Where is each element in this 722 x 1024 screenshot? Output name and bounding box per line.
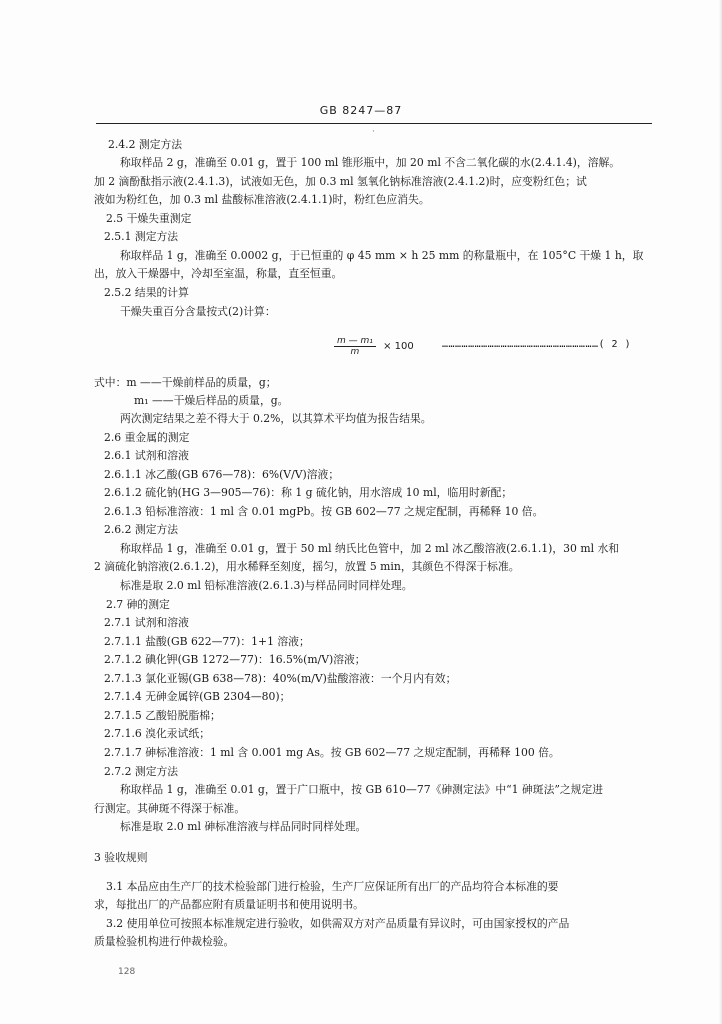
body-line: 称取样品 1 g，准确至 0.01 g，置于 50 ml 纳氏比色管中，加 2 ml 冰乙酸溶液(2.6.1.1)，30 ml 水和	[120, 542, 620, 555]
section-2-5-2-heading: 2.5.2 结果的计算	[104, 286, 189, 299]
body-line: 3.2 使用单位可按照本标准规定进行验收，如供需双方对产品质量有异议时，可由国家授权的产品	[106, 917, 570, 930]
body-line: 出，放入干燥器中，冷却至室温，称量，直至恒重。	[94, 267, 343, 280]
formula-denominator: m	[350, 347, 360, 357]
list-item: 2.6.1.2 硫化钠(HG 3—905—76)：称 1 g 硫化钠，用水溶成 10 ml，临用时新配；	[104, 486, 513, 499]
section-2-5-1-heading: 2.5.1 测定方法	[104, 230, 179, 243]
body-line: 两次测定结果之差不得大于 0.2%，以其算术平均值为报告结果。	[120, 412, 432, 425]
section-2-5-heading: 2.5 干燥失重测定	[106, 212, 192, 225]
body-line: 称取样品 2 g，准确至 0.01 g，置于 100 ml 锥形瓶中，加 20 ml 不含二氧化碳的水(2.4.1.4)，溶解。	[120, 156, 621, 169]
section-2-7-1-heading: 2.7.1 试剂和溶液	[104, 616, 189, 629]
body-line: 称取样品 1 g，准确至 0.01 g，置于广口瓶中，按 GB 610—77《砷测定法》中“1 砷斑法”之规定进	[120, 783, 604, 796]
header-rule	[96, 123, 652, 124]
body-line: 行测定。其砷斑不得深于标准。	[94, 802, 246, 815]
header-mark: ·	[372, 127, 375, 137]
equation-number: ………………………………………………………………( 2 )	[442, 339, 632, 350]
body-line: 称取样品 1 g，准确至 0.0002 g，于已恒重的 φ 45 mm × h 25 mm 的称量瓶中，在 105°C 干燥 1 h，取	[120, 249, 644, 262]
formula-legend: m₁ ——干燥后样品的质量，g。	[134, 394, 289, 407]
list-item: 2.7.1.2 碘化钾(GB 1272—77)：16.5%(m/V)溶液；	[104, 653, 366, 666]
list-item: 2.6.1.1 冰乙酸(GB 676—78)：6%(V/V)溶液；	[104, 468, 340, 481]
section-2-6-heading: 2.6 重金属的测定	[104, 431, 190, 444]
section-3-heading: 3 验收规则	[94, 851, 148, 864]
body-line: 质量检验机构进行仲裁检验。	[94, 935, 235, 948]
section-2-7-2-heading: 2.7.2 测定方法	[104, 765, 179, 778]
list-item: 2.7.1.4 无砷金属锌(GB 2304—80)；	[104, 690, 291, 703]
standard-code-header: GB 8247—87	[319, 104, 403, 117]
list-item: 2.7.1.7 砷标准溶液：1 ml 含 0.001 mg As。按 GB 602—77 之规定配制，再稀释 100 倍。	[104, 746, 560, 759]
list-item: 2.6.1.3 铅标准溶液：1 ml 含 0.01 mgPb。按 GB 602—77 之规定配制，再稀释 10 倍。	[104, 505, 544, 518]
formula-2	[334, 336, 414, 357]
formula-legend: 式中：m ——干燥前样品的质量，g；	[94, 376, 277, 389]
section-2-4-2-heading: 2.4.2 测定方法	[108, 138, 183, 151]
list-item: 2.7.1.5 乙酸铅脱脂棉；	[104, 709, 221, 722]
formula-numerator: m — m₁	[334, 336, 376, 347]
body-line: 干燥失重百分含量按式(2)计算：	[120, 305, 276, 318]
body-line: 求，每批出厂的产品都应附有质量证明书和使用说明书。	[94, 898, 364, 911]
body-line: 2 滴硫化钠溶液(2.6.1.2)，用水稀释至刻度，摇匀，放置 5 min，其颜色不得深于标准。	[94, 560, 520, 573]
section-2-6-1-heading: 2.6.1 试剂和溶液	[104, 449, 189, 462]
page-number: 128	[118, 967, 136, 977]
section-2-6-2-heading: 2.6.2 测定方法	[104, 523, 179, 536]
list-item: 2.7.1.6 溴化汞试纸；	[104, 727, 210, 740]
body-line: 3.1 本品应由生产厂的技术检验部门进行检验，生产厂应保证所有出厂的产品均符合本标准的要	[106, 880, 559, 893]
body-line: 标准是取 2.0 ml 砷标准溶液与样品同时同样处理。	[120, 820, 367, 833]
formula-multiplier: × 100	[383, 341, 414, 352]
formula-fraction	[334, 336, 376, 357]
body-line: 标准是取 2.0 ml 铅标准溶液(2.6.1.3)与样品同时同样处理。	[120, 579, 413, 592]
list-item: 2.7.1.3 氯化亚锡(GB 638—78)：40%(m/V)盐酸溶液：一个月内有效；	[104, 672, 457, 685]
body-line: 液如为粉红色，加 0.3 ml 盐酸标准溶液(2.4.1.1)时，粉红色应消失。	[94, 193, 430, 206]
list-item: 2.7.1.1 盐酸(GB 622—77)：1+1 溶液；	[104, 635, 310, 648]
section-2-7-heading: 2.7 砷的测定	[106, 598, 170, 611]
body-line: 加 2 滴酚酞指示液(2.4.1.3)，试液如无色，加 0.3 ml 氢氧化钠标准溶液(2.4.1.2)时，应变粉红色；试	[94, 175, 587, 188]
